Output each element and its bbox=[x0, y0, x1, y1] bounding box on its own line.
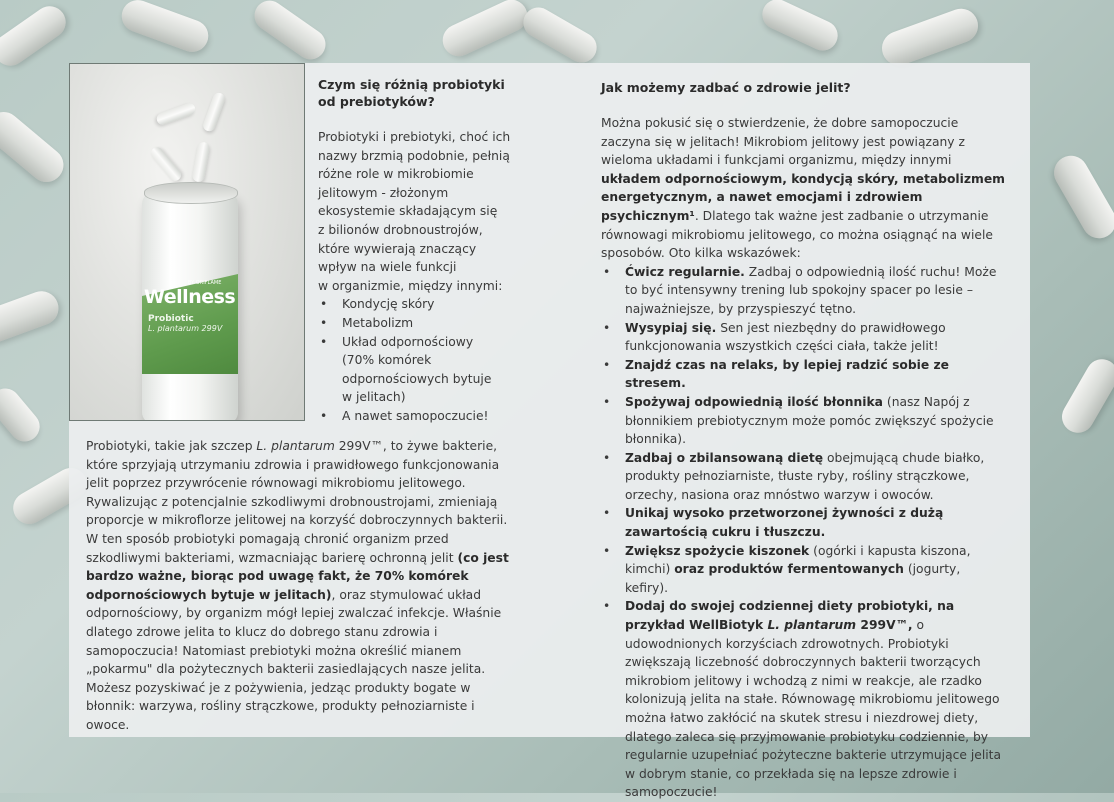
text-span: (jogurty, kefiry). bbox=[625, 562, 961, 595]
product-photo bbox=[69, 63, 305, 421]
capsule-decoration bbox=[0, 105, 70, 189]
capsule-decoration bbox=[1048, 150, 1114, 245]
left-intro-line: różne role w mikrobiomie bbox=[318, 167, 474, 182]
list-item bbox=[601, 393, 1006, 449]
capsule-decoration bbox=[0, 286, 63, 347]
list-item bbox=[601, 597, 1006, 802]
list-item bbox=[601, 356, 1006, 393]
list-item bbox=[601, 319, 1006, 356]
capsule-decoration bbox=[149, 145, 184, 183]
product-name: Probiotic bbox=[148, 314, 194, 324]
bold-span: 299V™, bbox=[856, 618, 913, 633]
list-item bbox=[601, 449, 1006, 505]
bold-span: Zwiększ spożycie kiszonek bbox=[625, 543, 810, 558]
bold-span: układem odpornościowym, kondycją skóry, metabolizmem energetycznym, a nawet emocjami i zdrowiem psychicznym¹ bbox=[601, 171, 1005, 223]
left-heading bbox=[318, 76, 518, 110]
bottom-left-text bbox=[86, 437, 518, 735]
paragraph: Rywalizując z potencjalnie szkodliwymi drobnoustrojami, zmieniają proporcje w mikroflorze jelitowej na korzyść dobroczynnych bakterii. bbox=[86, 494, 508, 528]
italic-span: L. plantarum bbox=[767, 618, 857, 633]
capsule-decoration bbox=[0, 0, 72, 72]
text-span: (ogórki i kapusta kiszona, kimchi) bbox=[625, 543, 971, 577]
bold-span: Wysypiaj się. bbox=[625, 320, 717, 335]
bold-span: Zadbaj o zbilansowaną dietę bbox=[625, 450, 824, 465]
list-item: • Układ odpornościowy (70% komórek odpornościowych bytuje w jelitach) bbox=[318, 333, 498, 407]
text-span: Zadbaj o odpowiednią ilość ruchu! Może to być intensywny trening lub spokojny spacer po lesie – najważniejsze, by przyspieszyć tętno. bbox=[625, 264, 997, 316]
capsule-decoration bbox=[1056, 353, 1114, 438]
capsule-decoration bbox=[437, 0, 532, 62]
list-item bbox=[601, 542, 1006, 598]
capsule-decoration bbox=[518, 2, 602, 68]
text-span: (nasz Napój z błonnikiem prebiotycznym może pomóc zwiększyć spożycie błonnika). bbox=[625, 394, 994, 447]
left-column bbox=[318, 76, 518, 426]
left-heading-line2: od prebiotyków? bbox=[318, 94, 435, 109]
text-span: Można pokusić się o stwierdzenie, że dobre samopoczucie zaczyna się w jelitach! Mikrobiom jelitowy jest powiązany z wieloma układami i funkcjami organizmu, między innymi bbox=[601, 116, 965, 168]
list-item bbox=[601, 504, 1006, 541]
product-byline: BY ORIFLAME bbox=[188, 280, 222, 286]
tips-list bbox=[601, 263, 1006, 802]
text-span: o udowodnionych korzyściach zdrowotnych. Probiotyki zwiększają liczebność dobroczynnych bakterii tworzących mikrobiom jelitowy i wchodzą z nimi w reakcje, ale rzadko kolonizują jelita na stałe. Równowagę mikrobiomu jelitowego można łatwo zakłócić na skutek stresu i niezdrowej diety, dlatego zaleca się przyjmowanie probiotyku codziennie, by regularnie uzupełniać pożyteczne bakterie utrzymujące jelita w dobrym stanie, co przekłada się na lepsze zdrowie i samopoczucie! bbox=[625, 618, 1002, 800]
text-span: 299V™, to żywe bakterie, które sprzyjają utrzymaniu zdrowia i prawidłowego funkcjonowania jelit poprzez przywrócenie równowagi mikrobiomu jelitowego. bbox=[86, 439, 500, 491]
capsule-decoration bbox=[0, 382, 46, 447]
capsule-decoration bbox=[155, 102, 197, 127]
bold-span: Spożywaj odpowiednią ilość błonnika bbox=[625, 394, 883, 409]
list-item bbox=[601, 263, 1006, 319]
paragraph bbox=[601, 114, 1006, 263]
paragraph bbox=[86, 530, 518, 735]
bold-span: Dodaj do swojej codziennej diety probiotyki, na przykład WellBiotyk bbox=[625, 599, 955, 633]
bold-span: Ćwicz regularnie. bbox=[625, 264, 745, 279]
capsule-decoration bbox=[192, 141, 211, 182]
bold-span: Unikaj wysoko przetworzonej żywności z dużą zawartością cukru i tłuszczu. bbox=[625, 506, 944, 540]
text-span: . Dlatego tak ważne jest zadbanie o utrzymanie równowagi mikrobiomu jelitowego, co można osiągnąć na wiele sposobów. Oto kilka wskazówek: bbox=[601, 208, 993, 261]
text-span: Probiotyki, takie jak szczep bbox=[86, 439, 257, 453]
text-span: W ten sposób probiotyki pomagają chronić organizm przed szkodliwymi bakteriami, wzmacniając barierę ochronną jelit bbox=[86, 531, 458, 565]
left-intro-line: ekosystemie składającym się bbox=[318, 204, 498, 219]
right-heading: Jak możemy zadbać o zdrowie jelit? bbox=[601, 80, 851, 95]
capsule-decoration bbox=[202, 91, 227, 133]
bold-span: oraz produktów fermentowanych bbox=[674, 562, 904, 577]
text-span: Sen jest niezbędny do prawidłowego funkcjonowania wszystkich części ciała, także jelit! bbox=[625, 320, 946, 354]
list-item: • Metabolizm bbox=[318, 314, 498, 333]
product-brand: Wellness bbox=[144, 286, 236, 308]
capsule-decoration bbox=[877, 4, 983, 70]
left-intro bbox=[318, 128, 518, 295]
paragraph bbox=[86, 437, 518, 493]
capsule-decoration bbox=[249, 0, 332, 65]
left-bullet-list bbox=[318, 295, 498, 425]
bottle-opening bbox=[144, 182, 238, 204]
left-intro-line: wpływ na wiele funkcji bbox=[318, 260, 457, 275]
italic-span: L. plantarum bbox=[256, 439, 335, 453]
left-intro-line: Probiotyki i prebiotyki, choć ich bbox=[318, 130, 511, 144]
left-intro-line: które wywierają znaczący bbox=[318, 241, 477, 256]
list-item: • A nawet samopoczucie! bbox=[318, 407, 498, 426]
left-heading-line1: Czym się różnią probiotyki bbox=[318, 77, 505, 92]
capsule-decoration bbox=[757, 0, 842, 55]
text-span: obejmującą chude białko, produkty pełnoziarniste, tłuste ryby, rośliny strączkowe, orzechy, nasiona oraz mnóstwo warzyw i owoców. bbox=[625, 450, 985, 502]
left-intro-line: z bilionów drobnoustrojów, bbox=[318, 222, 483, 237]
bold-span: Znajdź czas na relaks, by lepiej radzić sobie ze stresem. bbox=[625, 357, 949, 391]
text-span: , oraz stymulować układ odpornościowy, by organizm mógł lepiej zwalczać infekcje. Właśnie dlatego zdrowe jelita to klucz do dobrego stanu zdrowia i samopoczucia! Natomiast prebiotyki można określić mianem „pokarmu" dla pożytecznych bakterii zasiedlających nasze jelita. Możesz pozyskiwać je z pożywienia, jedząc produkty bogate w błonnik: warzywa, rośliny strączkowe, produkty pełnoziarniste i owoce. bbox=[86, 587, 502, 732]
left-intro-line: w organizmie, między innymi: bbox=[318, 278, 503, 293]
product-strain: L. plantarum 299V bbox=[148, 324, 223, 333]
capsule-decoration bbox=[117, 0, 213, 56]
bold-span: (co jest bardzo ważne, biorąc pod uwagę fakt, że 70% komórek odpornościowych bytuje w jelitach) bbox=[86, 550, 509, 602]
list-item: • Kondycję skóry bbox=[318, 295, 498, 314]
right-column bbox=[601, 79, 1006, 802]
left-intro-line: nazwy brzmią podobnie, pełnią bbox=[318, 148, 510, 163]
left-intro-line: jelitowym - złożonym bbox=[318, 185, 449, 200]
